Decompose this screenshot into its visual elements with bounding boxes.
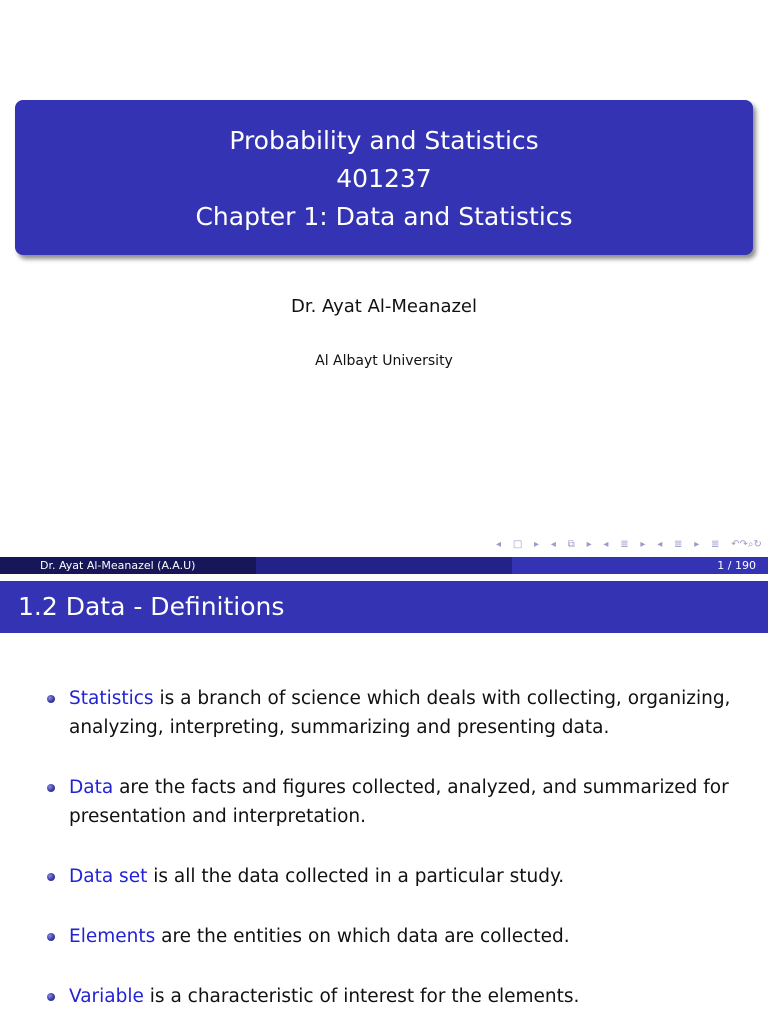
term-data-set: Data set [69,866,148,887]
bullet-icon [47,784,55,792]
institute-name: Al Albayt University [315,353,453,369]
nav-next-part-icon[interactable]: ▸ [694,539,700,550]
definition-text: are the entities on which data are collected. [155,926,570,947]
nav-toc-icon[interactable]: ≣ [711,539,720,550]
list-item [45,862,755,891]
nav-section-icon[interactable]: ≣ [620,539,629,550]
frame-title: 1.2 Data - Definitions [0,581,768,633]
nav-back-forward-search-icon[interactable]: ↶↷⌕↻ [731,539,762,550]
bullet-icon [47,695,55,703]
beamer-navigation-symbols [496,538,762,552]
nav-frame-icon[interactable]: □ [512,539,523,550]
term-data: Data [69,777,114,798]
nav-part-icon[interactable]: ≣ [674,539,683,550]
bullet-icon [47,933,55,941]
title-block [15,100,753,255]
definition-text: is all the data collected in a particular study. [147,866,565,887]
list-item [45,684,755,742]
nav-prev-frame-icon[interactable]: ◂ [496,539,502,550]
title-line-course: Probability and Statistics [229,126,539,155]
term-statistics: Statistics [69,688,154,709]
term-elements: Elements [69,926,156,947]
author-name: Dr. Ayat Al-Meanazel [290,296,477,317]
list-item [45,982,755,1011]
term-variable: Variable [69,986,144,1007]
footer-page-number: 1 / 190 [512,557,768,574]
definition-text: is a characteristic of interest for the elements. [143,986,580,1007]
footer-title-area [256,557,512,574]
bullet-icon [47,873,55,881]
nav-next-section-icon[interactable]: ▸ [640,539,646,550]
definition-list [45,684,755,1024]
nav-prev-subsection-icon[interactable]: ◂ [550,539,556,550]
title-line-chapter: Chapter 1: Data and Statistics [195,202,573,231]
list-item [45,773,755,831]
footer-author: Dr. Ayat Al-Meanazel (A.A.U) [0,557,256,574]
nav-prev-section-icon[interactable]: ◂ [603,539,609,550]
footline [0,557,768,574]
nav-next-subsection-icon[interactable]: ▸ [586,539,592,550]
title-line-code: 401237 [336,164,432,193]
definition-text: is a branch of science which deals with collecting, organizing, analyzing, interpreting, summarizing and presenting data. [69,688,731,738]
bullet-icon [47,993,55,1001]
list-item [45,922,755,951]
nav-prev-part-icon[interactable]: ◂ [657,539,663,550]
nav-subsection-icon[interactable]: ⧉ [567,539,575,550]
definition-text: are the facts and figures collected, analyzed, and summarized for presentation and interpretation. [69,777,729,827]
nav-next-frame-icon[interactable]: ▸ [534,539,540,550]
